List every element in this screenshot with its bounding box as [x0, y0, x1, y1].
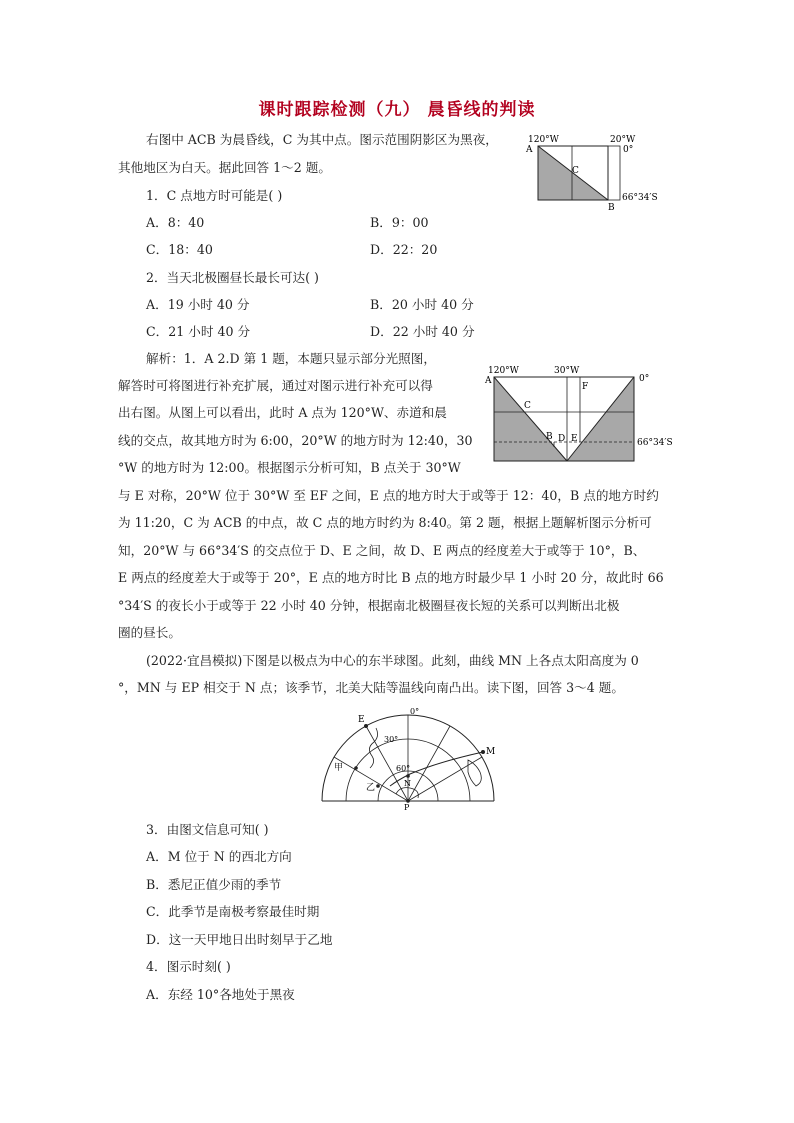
figure-1-right-box [608, 146, 620, 200]
point-n-label: N [404, 779, 411, 788]
point-f-label: F [582, 382, 589, 392]
point-n-dot [406, 774, 410, 778]
question-2-stem: 2．当天北极圈昼长最长可达( ) [146, 270, 319, 285]
q1-option-b: B．9：00 [370, 215, 429, 230]
analysis-line: 与 E 对称，20°W 位于 30°W 至 EF 之间，E 点的地方时大于或等于 12：40，B 点的地方时约 [118, 488, 659, 503]
point-yi-label: 乙 [366, 783, 376, 793]
point-c-label: C [524, 401, 531, 411]
analysis-line: E 两点的经度差大于或等于 20°，E 点的地方时比 B 点的地方时最少早 1 小时 20 分，故此时 66 [118, 570, 664, 585]
passage-2-line-1: (2022·宜昌模拟)下图是以极点为中心的东半球图。此刻，曲线 MN 上各点太阳高度为 0 [146, 653, 639, 668]
point-a-label: A [526, 145, 533, 155]
analysis-line: 线的交点，故其地方时为 6:00，20°W 的地方时为 12:40，30 [118, 433, 473, 448]
page-title: 课时跟踪检测（九） 晨昏线的判读 [258, 100, 536, 120]
label-0-deg: 0° [639, 374, 650, 384]
q2-option-a: A．19 小时 40 分 [146, 297, 250, 312]
point-e-label: E [571, 434, 578, 444]
label-30-deg: 30° [384, 735, 399, 744]
label-120w: 120°W [528, 135, 559, 145]
point-m-dot [481, 750, 485, 754]
point-e-label: E [358, 715, 365, 725]
q1-option-a: A．8：40 [146, 215, 205, 230]
label-60-deg: 60° [396, 764, 411, 773]
label-66s: 66°34′S [622, 193, 658, 203]
q3-option-a: A．M 位于 N 的西北方向 [146, 849, 292, 864]
point-d-label: D [558, 434, 566, 444]
q1-option-c: C．18：40 [146, 242, 213, 257]
question-3-stem: 3．由图文信息可知( ) [146, 822, 269, 837]
point-b-label: B [608, 203, 615, 213]
q2-option-c: C．21 小时 40 分 [146, 324, 251, 339]
point-m-label: M [486, 747, 496, 757]
point-c-label: C [572, 166, 579, 176]
label-30w: 30°W [554, 366, 580, 376]
analysis-line: 解答时可将图进行补充扩展，通过对图示进行补充可以得 [118, 378, 433, 393]
label-120w: 120°W [488, 366, 519, 376]
figure-2-diagram [482, 365, 682, 465]
analysis-line: °W 的地方时为 12:00。根据图示分析可知，B 点关于 30°W [118, 460, 461, 475]
point-a-label: A [485, 376, 492, 386]
analysis-line: °34′S 的夜长小于或等于 22 小时 40 分钟，根据南北极圈昼夜长短的关系可以判断出北极 [118, 598, 620, 613]
night-area [494, 377, 634, 461]
intro-line-2: 其他地区为白天。据此回答 1～2 题。 [118, 160, 331, 175]
question-4-stem: 4．图示时刻( ) [146, 959, 231, 974]
intro-line-1: 右图中 ACB 为晨昏线，C 为其中点。图示范围阴影区为黑夜， [146, 132, 498, 147]
point-yi-dot [376, 784, 380, 788]
q3-option-d: D．这一天甲地日出时刻早于乙地 [146, 932, 333, 947]
q4-option-a: A．东经 10°各地处于黑夜 [146, 987, 295, 1002]
label-0-deg: 0° [623, 145, 634, 155]
passage-2-line-2: °，MN 与 EP 相交于 N 点；该季节，北美大陆等温线向南凸出。读下图，回答 3～4 题。 [118, 680, 624, 695]
analysis-line: 解析：1．A 2.D 第 1 题，本题只显示部分光照图， [146, 351, 436, 366]
label-20w: 20°W [610, 135, 636, 145]
figure-1-diagram [520, 130, 670, 215]
point-e-dot [364, 724, 368, 728]
label-0-deg: 0° [410, 707, 420, 716]
analysis-line: 圈的昼长。 [118, 625, 181, 640]
point-jia-label: 甲 [334, 763, 344, 773]
q3-option-b: B．悉尼正值少雨的季节 [146, 877, 282, 892]
q2-option-d: D．22 小时 40 分 [370, 324, 475, 339]
label-66s: 66°34′S [637, 438, 673, 448]
question-1-stem: 1．C 点地方时可能是( ) [146, 188, 283, 203]
analysis-line: 知，20°W 与 66°34′S 的交点位于 D、E 之间，故 D、E 两点的经度差大于或等于 10°，B、 [118, 543, 646, 558]
q3-option-c: C．此季节是南极考察最佳时期 [146, 904, 320, 919]
point-p-label: P [404, 803, 410, 812]
q1-option-d: D．22：20 [370, 242, 438, 257]
analysis-line: 出右图。从图上可以看出，此时 A 点为 120°W、赤道和晨 [118, 405, 447, 420]
q2-option-b: B．20 小时 40 分 [370, 297, 474, 312]
figure-3-polar-map [318, 702, 498, 812]
point-jia-dot [354, 766, 358, 770]
analysis-line: 为 11:20，C 为 ACB 的中点，故 C 点的地方时约为 8:40。第 2 题，根据上题解析图示分析可 [118, 515, 652, 530]
point-b-label: B [546, 432, 553, 442]
